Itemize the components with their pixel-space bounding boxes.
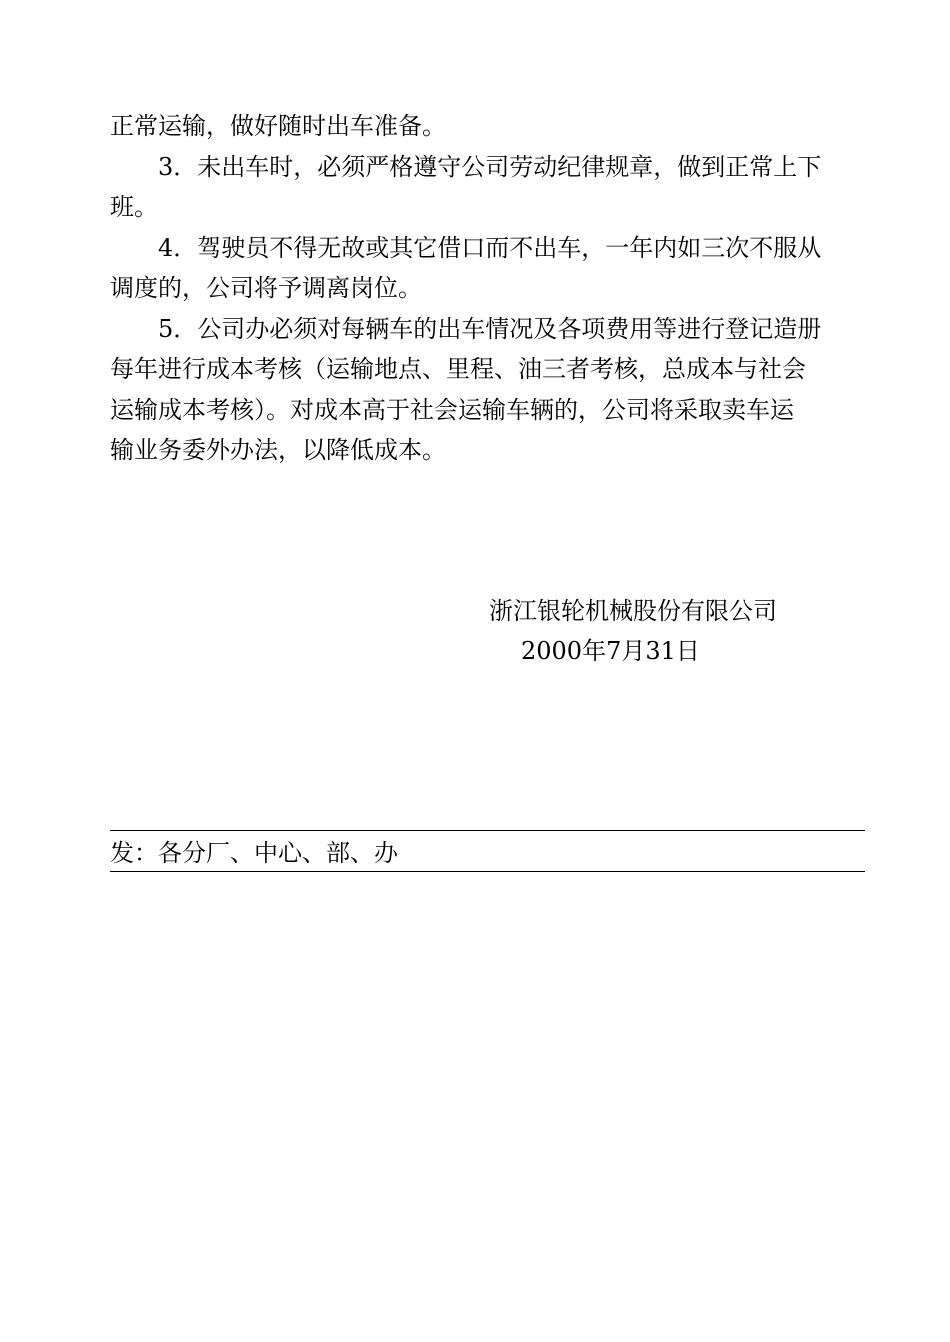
- body-line-1: 正常运输，做好随时出车准备。: [110, 112, 446, 140]
- signature-date: 2000年7月31日: [521, 637, 700, 665]
- item-5-line-1: 5．公司办必须对每辆车的出车情况及各项费用等进行登记造册: [158, 315, 822, 343]
- item-3-line-2: 班。: [110, 193, 158, 221]
- item-5-line-3: 运输成本考核）。对成本高于社会运输车辆的，公司将采取卖车运: [110, 396, 794, 424]
- item-5-line-2: 每年进行成本考核（运输地点、里程、油三者考核，总成本与社会: [110, 355, 806, 383]
- item-4-line-2: 调度的，公司将予调离岗位。: [110, 274, 422, 302]
- distribution-top-rule: [110, 830, 865, 831]
- item-3-line-1: 3．未出车时，必须严格遵守公司劳动纪律规章，做到正常上下: [158, 153, 822, 181]
- signature-company: 浙江银轮机械股份有限公司: [489, 597, 777, 625]
- distribution-bottom-rule: [110, 871, 865, 872]
- item-4-line-1: 4．驾驶员不得无故或其它借口而不出车，一年内如三次不服从: [158, 234, 822, 262]
- distribution-line: 发：各分厂、中心、部、办: [110, 839, 398, 867]
- item-5-line-4: 输业务委外办法，以降低成本。: [110, 436, 446, 464]
